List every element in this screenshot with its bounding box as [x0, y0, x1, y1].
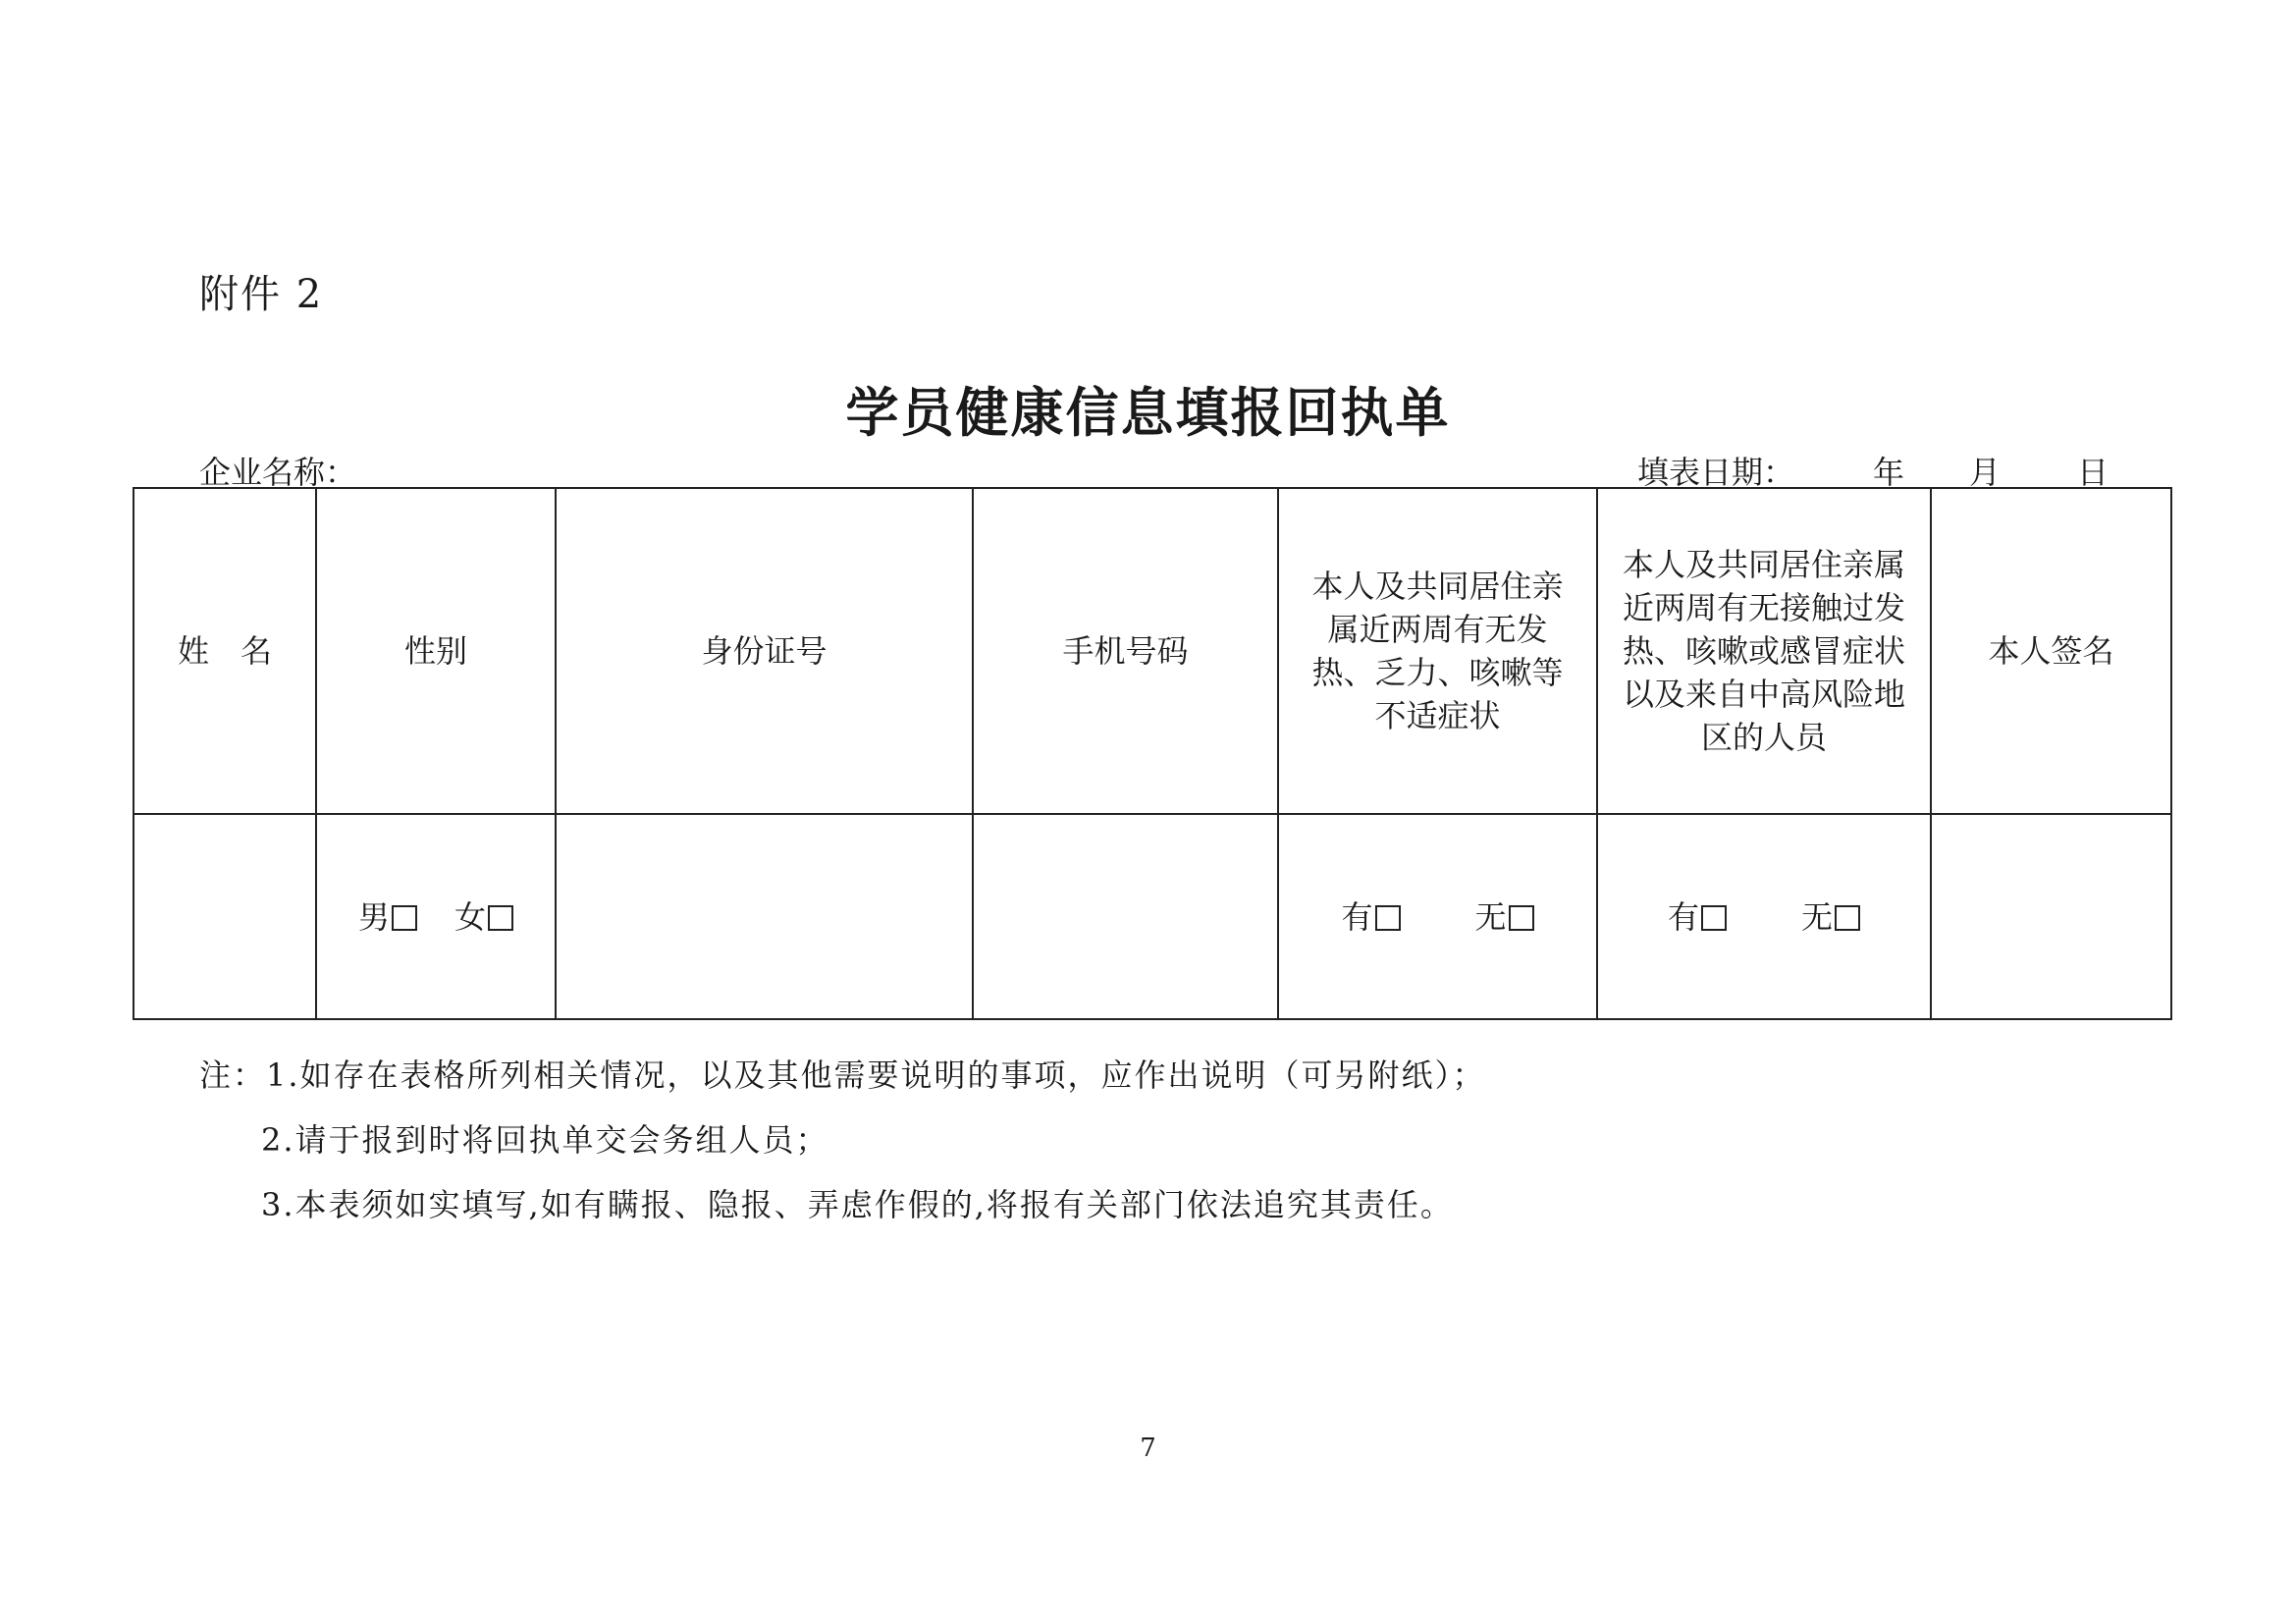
month-unit: 月 — [1969, 454, 2002, 491]
table-header-row — [133, 488, 2171, 814]
page-number: 7 — [1140, 1434, 1156, 1463]
column-header-phone-text: 手机号码 — [1062, 632, 1189, 670]
column-header-signature — [1931, 488, 2171, 814]
column-header-name-text: 姓 名 — [177, 632, 272, 670]
column-header-id-number-text: 身份证号 — [701, 632, 828, 670]
column-header-name — [133, 488, 316, 814]
gender-female-checkbox[interactable] — [488, 905, 513, 931]
notes-section — [199, 1043, 1486, 1237]
gender-cell — [316, 814, 556, 1019]
gender-option-male[interactable] — [358, 895, 417, 939]
signature-cell[interactable] — [1931, 814, 2171, 1019]
phone-cell[interactable] — [973, 814, 1278, 1019]
symptom-option-no[interactable] — [1475, 895, 1534, 939]
contact-no-label: 无 — [1801, 897, 1834, 936]
column-header-symptoms — [1278, 488, 1597, 814]
column-header-contact-text: 本人及共同居住亲属近两周有无接触过发热、咳嗽或感冒症状以及来自中高风险地区的人员 — [1622, 546, 1905, 756]
symptom-yes-checkbox[interactable] — [1375, 905, 1401, 931]
table-row — [133, 814, 2171, 1019]
id-number-cell[interactable] — [556, 814, 973, 1019]
column-header-symptoms-text: 本人及共同居住亲属近两周有无发热、乏力、咳嗽等不适症状 — [1311, 568, 1564, 734]
note-line-2: 2.请于报到时将回执单交会务组人员； — [261, 1121, 829, 1159]
symptom-option-yes[interactable] — [1341, 895, 1400, 939]
document-title: 学员健康信息填报回执单 — [845, 381, 1451, 444]
column-header-gender — [316, 488, 556, 814]
note-line-1: 注：1.如存在表格所列相关情况，以及其他需要说明的事项，应作出说明（可另附纸）； — [199, 1056, 1486, 1094]
contact-cell — [1597, 814, 1931, 1019]
company-name-label: 企业名称： — [199, 454, 357, 491]
symptom-no-checkbox[interactable] — [1509, 905, 1534, 931]
column-header-gender-text: 性别 — [403, 632, 467, 670]
day-unit: 日 — [2077, 454, 2109, 491]
symptom-yes-label: 有 — [1341, 897, 1373, 936]
year-unit: 年 — [1873, 454, 1905, 491]
attachment-label: 附件 2 — [199, 272, 324, 317]
column-header-signature-text: 本人签名 — [1988, 632, 2114, 670]
contact-yes-label: 有 — [1667, 897, 1699, 936]
column-header-contact — [1597, 488, 1931, 814]
contact-no-checkbox[interactable] — [1835, 905, 1860, 931]
note-line-3: 3.本表须如实填写,如有瞒报、隐报、弄虑作假的,将报有关部门依法追究其责任。 — [261, 1186, 1454, 1223]
symptom-no-label: 无 — [1474, 897, 1507, 936]
gender-male-checkbox[interactable] — [392, 905, 417, 931]
fill-date-label: 填表日期： — [1637, 454, 1795, 491]
column-header-phone — [973, 488, 1278, 814]
symptoms-cell — [1278, 814, 1597, 1019]
contact-yes-checkbox[interactable] — [1701, 905, 1727, 931]
gender-male-label: 男 — [357, 897, 390, 936]
contact-option-no[interactable] — [1801, 895, 1860, 939]
column-header-id-number — [556, 488, 973, 814]
name-cell[interactable] — [133, 814, 316, 1019]
contact-option-yes[interactable] — [1668, 895, 1727, 939]
gender-option-female[interactable] — [454, 895, 513, 939]
health-info-table — [133, 487, 2172, 1020]
gender-female-label: 女 — [454, 897, 487, 936]
